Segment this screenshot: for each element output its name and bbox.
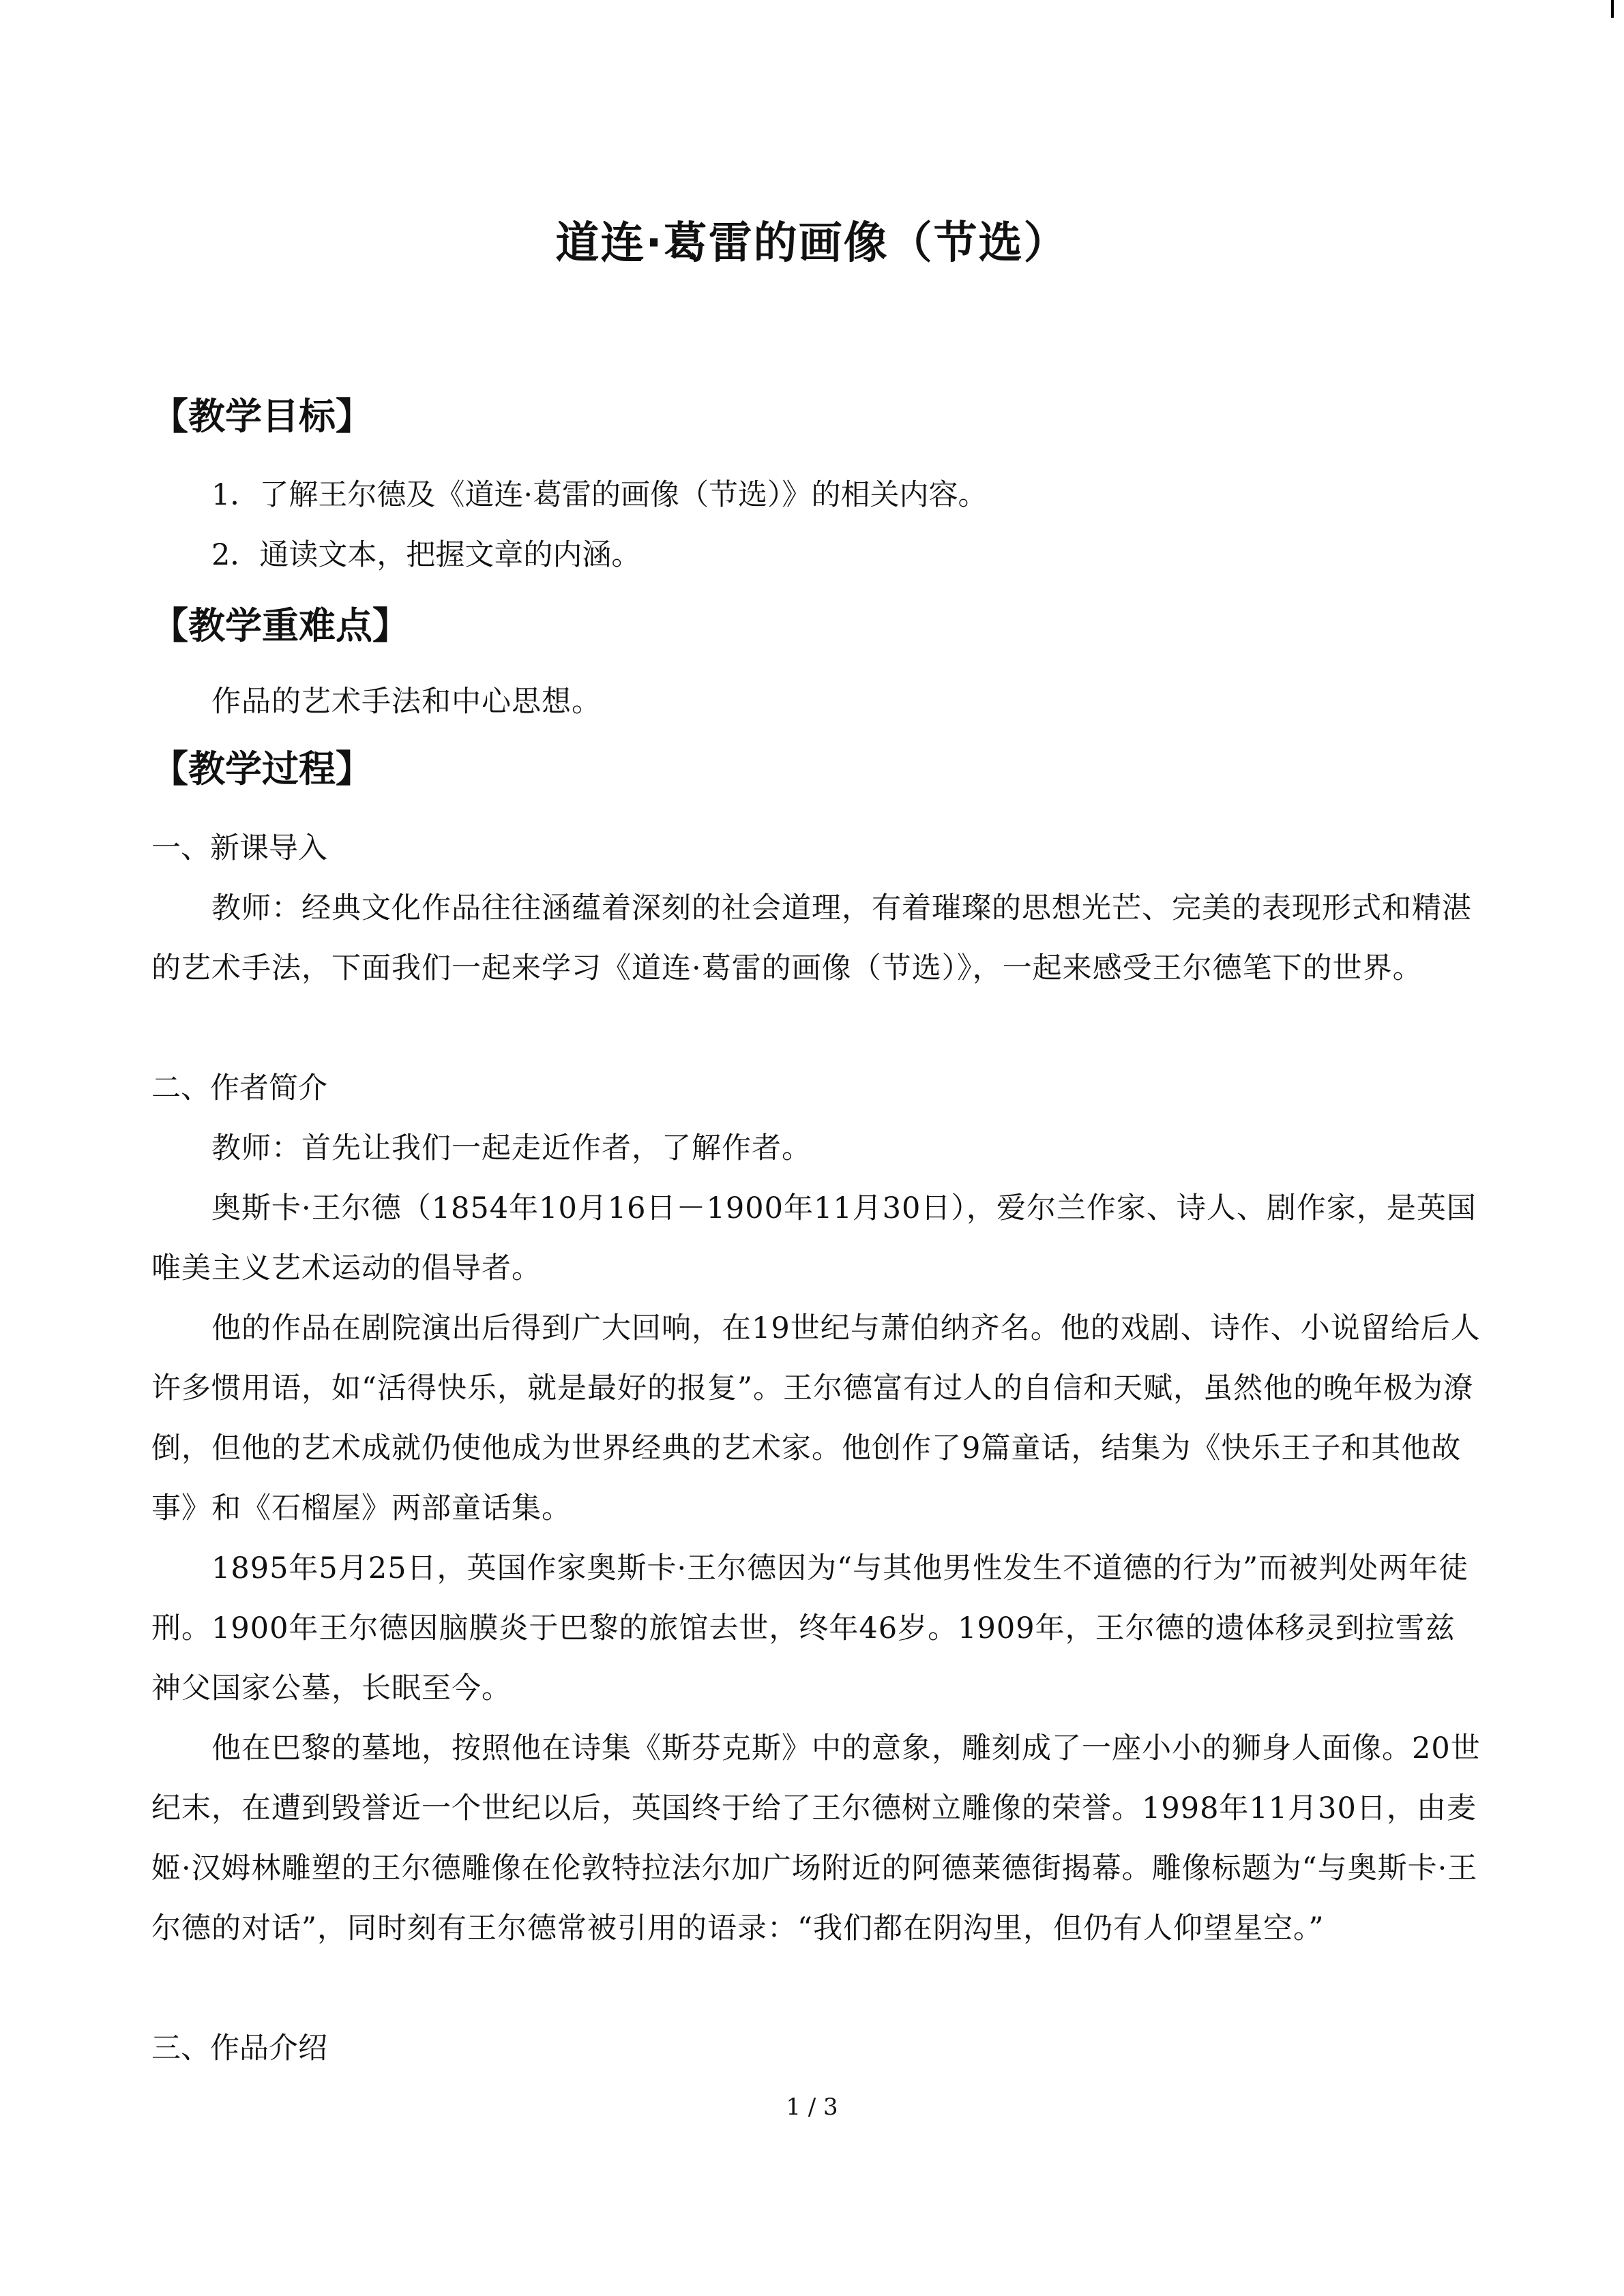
section-key-points: 【教学重难点】 xyxy=(151,604,409,647)
section-process: 【教学过程】 xyxy=(151,747,372,790)
part1-heading: 一、新课导入 xyxy=(151,831,327,865)
document-title: 道连·葛雷的画像（节选） xyxy=(555,218,1069,269)
part1-paragraph: 教师：经典文化作品往往涵蕴着深刻的社会道理，有着璀璨的思想光芒、完美的表现形式和精湛的艺术手法，下面我们一起来学习《道连·葛雷的画像（节选）》，一起来感受王尔德笔下的世界。 xyxy=(151,891,1472,985)
page-edge-line xyxy=(1611,0,1614,18)
page-number: 1 / 3 xyxy=(786,2093,838,2121)
objective-item-2: 2．通读文本，把握文章的内涵。 xyxy=(211,538,641,572)
part3-heading: 三、作品介绍 xyxy=(151,2031,327,2066)
part2-heading: 二、作者简介 xyxy=(151,1071,327,1105)
part2-paragraph-1: 教师：首先让我们一起走近作者，了解作者。 xyxy=(211,1131,812,1165)
part2-paragraph-3: 他的作品在剧院演出后得到广大回响，在19世纪与萧伯纳齐名。他的戏剧、诗作、小说留给后人许多惯用语，如“活得快乐，就是最好的报复”。王尔德富有过人的自信和天赋，虽然他的晚年极为潦倒，但他的艺术成就仍使他成为世界经典的艺术家。他创作了9篇童话，结集为《快乐王子和其他故事》和《石榴屋》两部童话集。 xyxy=(151,1311,1481,1525)
objective-item-1: 1．了解王尔德及《道连·葛雷的画像（节选）》的相关内容。 xyxy=(211,478,988,512)
key-points-text: 作品的艺术手法和中心思想。 xyxy=(211,685,602,719)
section-objectives: 【教学目标】 xyxy=(151,395,372,438)
part2-paragraph-2: 奥斯卡·王尔德（1854年10月16日－1900年11月30日），爱尔兰作家、诗人、剧作家，是英国唯美主义艺术运动的倡导者。 xyxy=(151,1191,1477,1285)
part2-paragraph-4: 1895年5月25日，英国作家奥斯卡·王尔德因为“与其他男性发生不道德的行为”而被判处两年徒刑。1900年王尔德因脑膜炎于巴黎的旅馆去世，终年46岁。1909年，王尔德的遗体移灵到拉雪兹神父国家公墓，长眠至今。 xyxy=(151,1551,1469,1705)
part2-paragraph-5: 他在巴黎的墓地，按照他在诗集《斯芬克斯》中的意象，雕刻成了一座小小的狮身人面像。20世纪末，在遭到毁誉近一个世纪以后，英国终于给了王尔德树立雕像的荣誉。1998年11月30日，由麦姬·汉姆林雕塑的王尔德雕像在伦敦特拉法尔加广场附近的阿德莱德街揭幕。雕像标题为“与奥斯卡·王尔德的对话”，同时刻有王尔德常被引用的语录：“我们都在阴沟里，但仍有人仰望星空。” xyxy=(151,1731,1481,1945)
